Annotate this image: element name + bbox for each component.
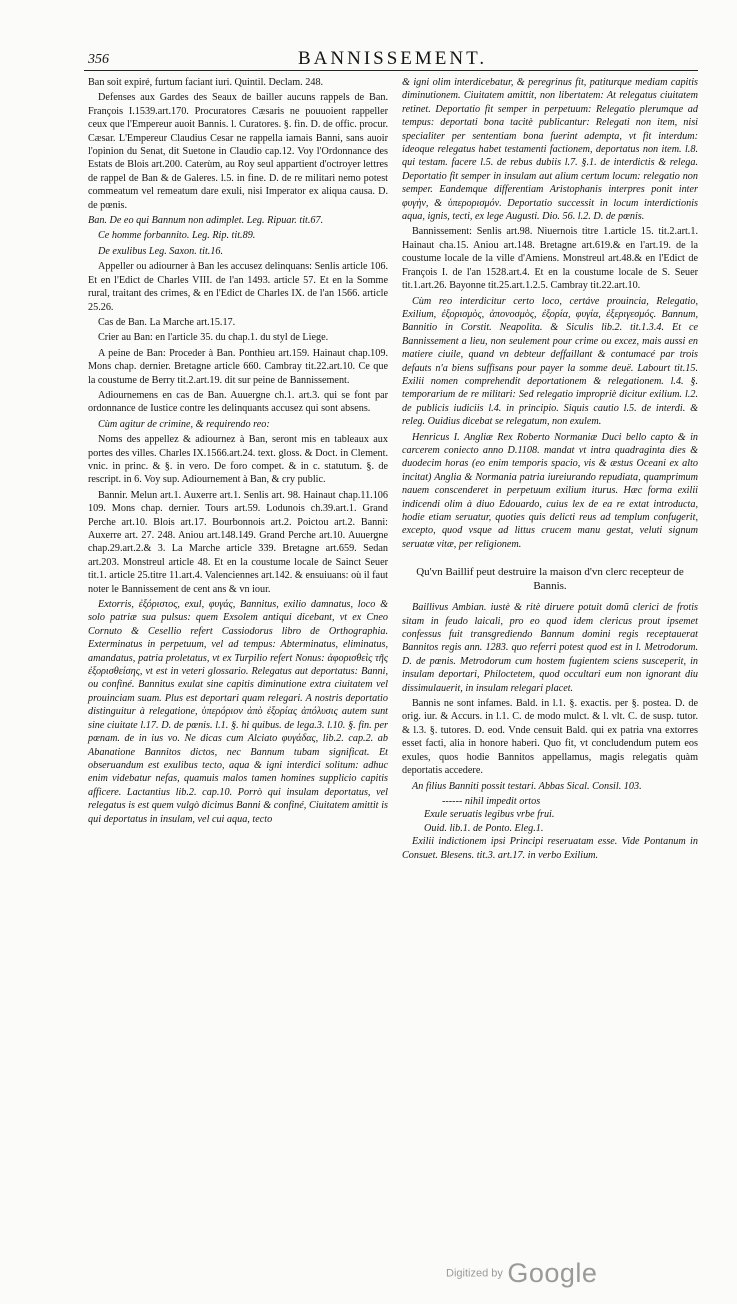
paragraph: Ce homme forbannito. Leg. Rip. tit.89. [98, 230, 256, 242]
digitized-watermark [446, 1258, 597, 1289]
paragraph: An filius Banniti possit testari. Abbas Sical. Consil. 103. [412, 780, 642, 792]
paragraph: De exulibus Leg. Saxon. tit.16. [98, 245, 224, 257]
section-heading: Qu'vn Baillif peut destruire la maison d'vn clerc recepteur de Bannis. [416, 566, 684, 593]
right-column [402, 76, 698, 864]
page-header [88, 50, 698, 72]
paragraph: Cas de Ban. La Marche art.15.17. [98, 316, 236, 328]
paragraph: Adiournemens en cas de Ban. Auuergne ch.1. art.3. qui se font par ordonnance de Iustice contre les delinquants accusez qui sont absens. [88, 389, 388, 415]
google-logo: Google [507, 1258, 598, 1288]
paragraph: Cùm agitur de crimine, & requirendo reo: [98, 418, 270, 430]
paragraph: Appeller ou adiourner à Ban les accusez delinquans: Senlis article 106. Et en l'Edict de Charles VIII. de l'an 1493. article 57. Et en la Somme rural, traitant des crimes, & en l'Edict de Charles IX. de l'an 1566. article 25.26. [88, 261, 388, 313]
left-column [88, 76, 388, 828]
paragraph: Cùm reo interdicitur certo loco, certáve prouincia, Relegatio, Exilium, ἐξορισμὸς, ἀπονοσμὸς, ἐξορία, φυγία, ἐξεριγεσμός. Bannum, Bannitio in Corstit. Neapolita. & Siculis lib.2. tit.1.3.4. Et ce Bannissement a lieu, non seulement pour crime ou excez, mais aussi en matiere ciuile, quand vn debteur deffaillant & contumacé par trois defauts n'a biens suffisans pour payer la somme deuë. Labourt tit.15. Exilii nomen comprehendit deportationem & relegationem. l.4. §. temporarium de re militari: Sed relegatio impropriè dicitur exilium. l.2. de publicis iudiciis l.4. in principio. Siquis cautio l.5. de interdi. & releg. Ouidius dicebat se relegatum, non exulem. [402, 295, 698, 428]
paragraph: Crier au Ban: en l'article 35. du chap.1. du styl de Liege. [98, 332, 329, 344]
paragraph: Extorris, ἐξόριστος, exul, φυγάς, Bannitus, exilio damnatus, loco & solo patriæ sua pulsus: quem Exsolem antiqui dicebant, vt ex Cneo Cornuto & Cesellio refert Cassiodorus libro de Orthographia. Exterminatus in perpetuum, vel ad tempus: Abterminatus, eliminatus, amandatus, patria proletatus, vt ex Turpilio refert Nonus: ἀφορισθεὶς τῆς ἐξορισθείσης, vt est in veteri glossario. Relegatus aut deportatus: Banni, ou confiné. Bannitus exulat sine capitis diminutione extra ciuitatem vel prouinciam suam. Plus est deportari quam relegari. A nostris deportatio distinguitur à relegatione, ὑπερόριον ἀπὸ ἐξορίας ἀπόλυσις autem sunt sine ciuitate l.17. D. de pœnis. l.1. §. hi quibus. de lega.3. l.10. §. fin. per pœnam. de in ius vo. Ne dicas cum Alciato φυγάδας, lib.2. cap.2. ab Abanatione Bannitos dictos, nec Bannum tubam significat. Et obseruandum est exulibus tecto, aqua & igni interdici solitum: adhuc enim videbatur nefas, quamuis malos tamen homines supplicio capitis afficere. Lactantius lib.2. cap.10. Porrò qui insulam deportatus, vel relegatus is est quem vulgò dicimus Banni & confiné, Ciuitatem amittit is qui deportatus in insulam, vel cui aqua, tecto [88, 599, 388, 825]
paragraph: Noms des appellez & adiournez à Ban, seront mis en tableaux aux portes des villes. Charles IX.1566.art.24. text. gloss. & Doct. in Clement. vnic. in princ. & §. in vero. De foro compet. & in c. statutum. §. de rescript. in 6. Voy sup. Adiournement à Ban, & cry public. [88, 434, 388, 486]
verse-line: Exule seruatis legibus vrbe frui. [424, 809, 555, 821]
paragraph: Ban. De eo qui Bannum non adimplet. Leg. Ripuar. tit.67. [88, 215, 324, 227]
verse-line: ------ nihil impedit ortos [442, 795, 541, 807]
paragraph: Exilii indictionem ipsi Principi reseruatam esse. Vide Pontanum in Consuet. Blesens. tit.3. art.17. in verbo Exilium. [402, 836, 698, 861]
paragraph: A peine de Ban: Proceder à Ban. Ponthieu art.159. Hainaut chap.109. Mons chap. dernier. Bretagne article 660. Cambray tit.22.art.10. Ce que la coustume de Berry tit.2.art.19. dit sur peine de Bannissement. [88, 347, 388, 386]
paragraph: Bannir. Melun art.1. Auxerre art.1. Senlis art. 98. Hainaut chap.11.106 109. Mons chap. dernier. Tours art.59. Lodunois ch.39.art.1. Grand Perche art.10. Blois art.17. Bourbonnois art.2. Poictou art.2. Banni: Auxerre art. 27. 248. Aniou art.148.149. Grand Perche art.10. Auuergne chap.29.art.2.& 3. La Marche article 339. Bretagne art.659. Sedan art.203. Monstreul article 48. Et en la coustume locale de Sainct Seuer tit.1. article 25.titre 11.art.4. Valenciennes art.142. & ensuiuans: où il faut noter le Bannissement de cent ans & vn iour. [88, 489, 388, 595]
paragraph: Henricus I. Angliæ Rex Roberto Normaniæ Duci bello capto & in carcerem coniecto anno D.1108. mandat vt intra quadraginta dies & duodecim horas (eo enim temporis spacio, vis & æstus Oceani ex alto incitat) Anglia & Normania patria iureiurando repudiata, quamprimum nauem conscenderet in perpetuum exilium iturus. Hæc forma exilii indicendi olim à diuo Edouardo, cuius lex de ea re extat introducta, hodie etiam seruatur, quoties quis delicti reus ad templum confugerit, excepto, quod vsque ad littus crucem manu gestat, veluti signum seruatæ vitæ, per religionem. [402, 431, 698, 550]
page-number: 356 [88, 52, 109, 67]
header-rule [84, 70, 698, 71]
digitized-by-text: Digitized by [446, 1267, 503, 1280]
paragraph: & igni olim interdicebatur, & peregrinus fit, patiturque mediam capitis diminutionem. Ciuitatem amittit, non libertatem: At relegatus ciuitatem retinet. Deportatio fit semper in perpetuum: Relegatio plerumque ad tempus: deportati bona tacitè publicantur: Relegati non item, nisi specialiter per sententiam bona fuerint adempta, vt fit interdum: ideoque relegatus habet testamenti factionem, deportatus non item. l.8. qui testam. facere l.5. de rebus dubiis l.7. §.1. de interdictis & relega. Deportatio fit semper in insulam aut alium certum locum: relegatio non semper. Eandemque differentiam Aristophanis interpres ponit inter φυγὴν, & ὑπερορισμόν. Deportatio successit in locum interdictionis aqua, ignis, tecti, ex lege Augusti. Dio. 56. l.2. D. de pœnis. [402, 77, 698, 223]
verse-citation: Ouid. lib.1. de Ponto. Eleg.1. [424, 822, 544, 834]
paragraph: Bannissement: Senlis art.98. Niuernois titre 1.article 15. tit.2.art.1. Hainaut cha.15. Aniou art.148. Bretagne art.619.& en l'art.19. de la coustume locale de la ville d'Amiens. Monstreul art.48.& en l'Edict de François I. de l'an 1528.art.4. Et en la coustume locale de S. Seuer tit.1.art.26. Bayonne tit.25.art.1.2.5. Cambray tit.22.art.10. [402, 226, 698, 292]
paragraph: Baillivus Ambian. iustè & ritè diruere potuit domũ clerici de frotis sitam in feudo laicali, pro eo quod idem clericus prout ipsemet confessus fuit transgrediendo Bannum domini regis receptauerat Bannitos regis ann. 1283. quo referri potest quod est in l. Metrodorum. D. de pœnis. Metrodorum cum hostem fugientem sciens susceperit, in insulam deportari, Philoctetem, quod occultari eum non ignorant diu dissimulauerit, in insulam relegari placet. [402, 602, 698, 694]
paragraph: Bannis ne sont infames. Bald. in l.1. §. exactis. per §. postea. D. de orig. iur. & Accurs. in l.1. C. de modo mulct. & l. vlt. C. de susp. tutor. & l.3. §. tutores. D. eod. Vnde censuit Bald. qui ex patria vna extorres esset facti, alia in honore haberi. Quo fit, vt concludendum putem eos exules, quos hodie Bannitos appellamus, magis relegatis quàm deportatis accedere. [402, 698, 698, 777]
paragraph: Defenses aux Gardes des Seaux de bailler aucuns rappels de Ban. François I.1539.art.170. Procuratores Cæsaris ne pouuoient rappeller ceux que l'Empereur auoit Bannis. l. Curatores. §. fin. D. de offic. procur. Cæsar. L'Empereur Claudius Cesar ne rappella iamais Banni, sans auoir l'opinion du Senat, dit Suetone in Claudio cap.12. Voy l'Ordonnance des Estats de Blois art.200. Caterùm, au Roy seul appartient d'octroyer lettres de rappel de Ban & de Galeres. l.5. in fine. D. de re militari nemo potest commeatum vel remeatum dare exuli, nisi Imperator ex aliqua causa. D. de pœnis. [88, 92, 388, 211]
paragraph: Ban soit expiré, furtum faciant iuri. Quintil. Declam. 248. [88, 77, 324, 88]
running-title: BANNISSEMENT. [298, 48, 488, 69]
